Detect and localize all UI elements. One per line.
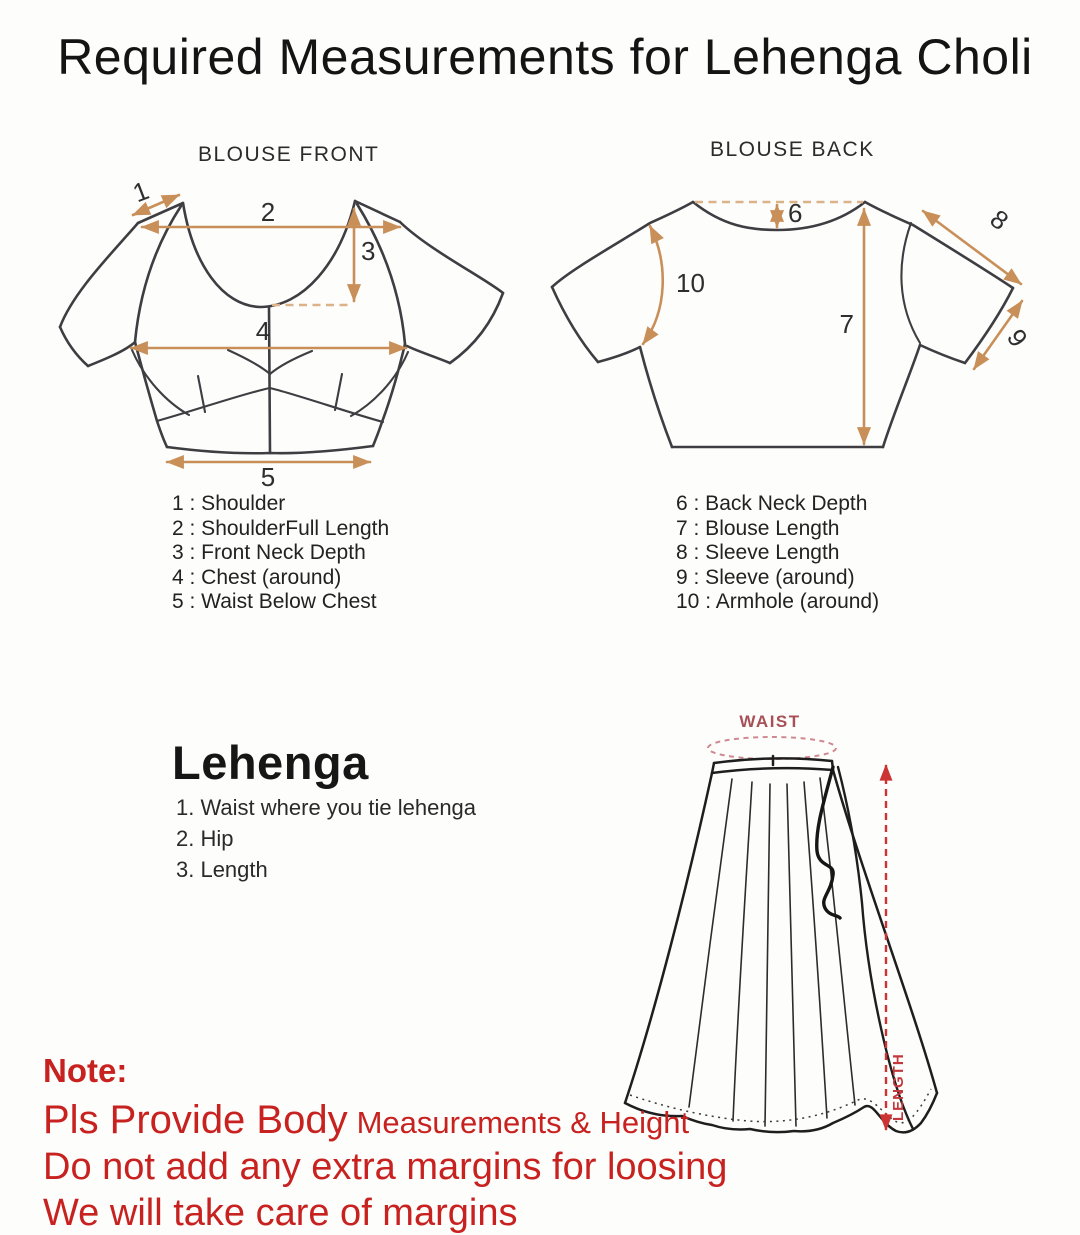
waist-label: WAIST	[739, 712, 801, 731]
legend-item: 9 : Sleeve (around)	[676, 565, 855, 589]
lehenga-list	[176, 792, 476, 885]
lehenga-skirt-diagram	[610, 703, 1020, 1153]
legend-item: 2 : ShoulderFull Length	[172, 516, 390, 540]
legend-item: 5 : Waist Below Chest	[172, 590, 377, 613]
blouse-back-diagram	[545, 190, 1040, 490]
lehenga-item: 3. Length	[176, 857, 268, 882]
length-label: LENGTH	[890, 1053, 907, 1121]
note-line-2: Do not add any extra margins for loosing	[43, 1146, 728, 1188]
blouse-front-label: BLOUSE FRONT	[198, 143, 380, 166]
back-marker-10: 10	[676, 268, 705, 298]
legend-item: 8 : Sleeve Length	[676, 541, 840, 564]
skirt-pleats	[689, 778, 855, 1126]
back-marker-7: 7	[839, 309, 854, 339]
blouse-back-outline	[552, 202, 1013, 447]
note-line-1-small: Measurements & Height	[356, 1105, 690, 1140]
back-marker-8: 8	[984, 203, 1015, 237]
lehenga-item: 2. Hip	[176, 826, 234, 851]
front-marker-4: 4	[255, 316, 271, 346]
page-title: Required Measurements for Lehenga Choli	[57, 29, 1033, 85]
front-marker-3: 3	[361, 236, 376, 266]
back-marker-9: 9	[1000, 323, 1034, 353]
legend-item: 4 : Chest (around)	[172, 565, 342, 589]
legend-item: 7 : Blouse Length	[676, 516, 840, 540]
lehenga-item: 1. Waist where you tie lehenga	[176, 795, 477, 820]
blouse-back-label: BLOUSE BACK	[710, 138, 875, 161]
front-marker-5: 5	[260, 462, 276, 492]
legend-item: 6 : Back Neck Depth	[676, 492, 868, 515]
legend-item: 1 : Shoulder	[172, 492, 286, 515]
note-line-3: We will take care of margins	[43, 1192, 518, 1234]
blouse-back-legend	[676, 492, 879, 615]
note-line-1	[43, 1098, 689, 1143]
note-heading: Note:	[43, 1052, 128, 1089]
front-marker-2: 2	[260, 197, 276, 227]
blouse-front-outline	[60, 201, 503, 453]
front-marker-1: 1	[128, 175, 153, 209]
lehenga-heading: Lehenga	[172, 736, 369, 789]
note-line-1-large: Pls Provide Body	[43, 1098, 348, 1142]
legend-item: 3 : Front Neck Depth	[172, 541, 366, 564]
blouse-front-legend	[172, 492, 389, 615]
blouse-back-marker-numbers	[676, 198, 1034, 352]
back-marker-6: 6	[788, 198, 803, 228]
blouse-front-diagram	[55, 175, 550, 492]
legend-item: 10 : Armhole (around)	[676, 590, 880, 613]
blouse-back-measure-arrows	[643, 202, 1022, 444]
